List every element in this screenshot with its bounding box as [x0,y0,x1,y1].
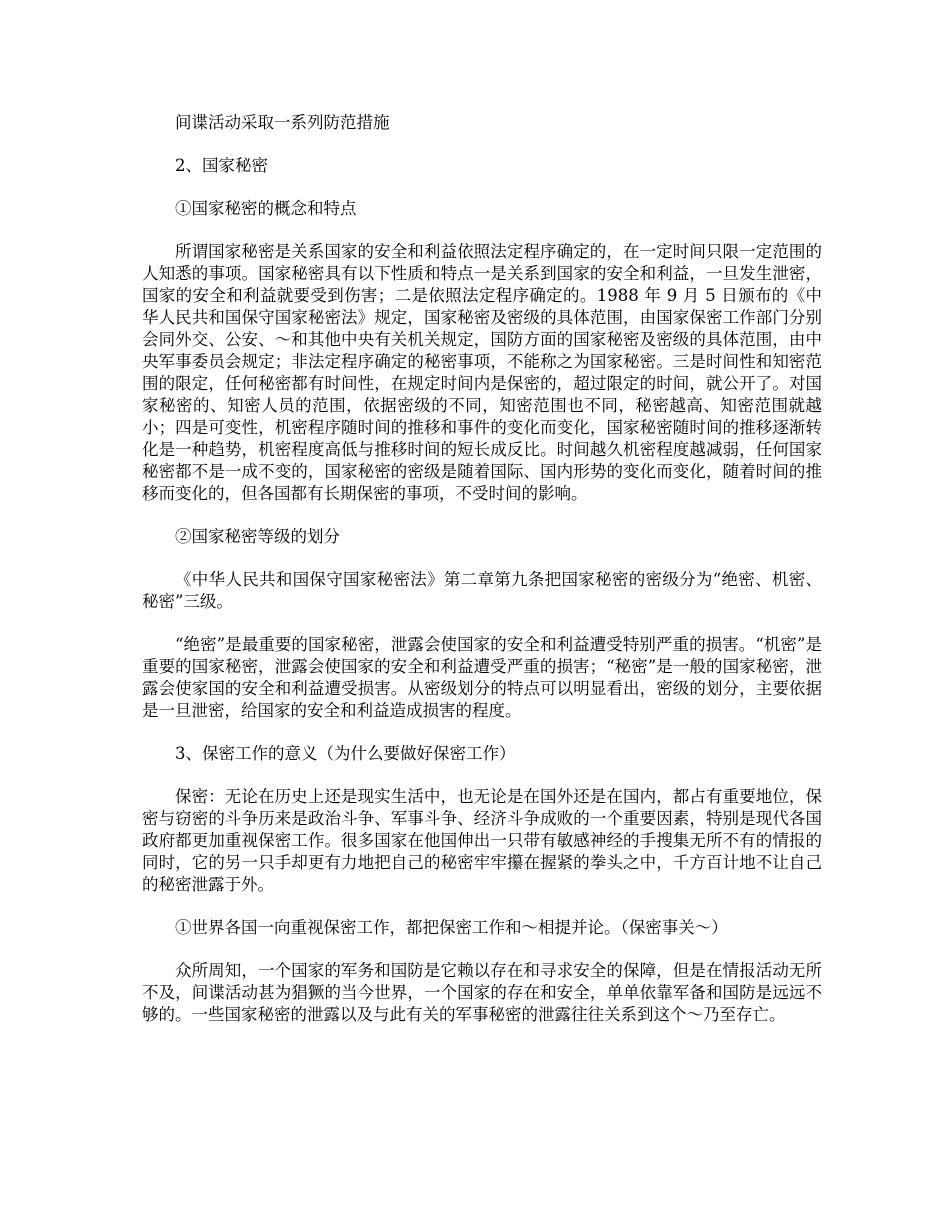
subheading-concept-and-features: ①国家秘密的概念和特点 [175,199,357,218]
subheading-world-countries: ①世界各国一向重视保密工作，都把保密工作和～相提并论。（保密事关～） [175,918,728,937]
document-page [142,112,822,1047]
paragraph-definition: 所谓国家秘密是关系国家的安全和利益依照法定程序确定的，在一定时间只限一定范围的人知悉的事项。国家秘密具有以下性质和特点一是关系到国家的安全和利益，一旦发生泄密，国家的安全和利益就要受到伤害；二是依照法定程序确定的。1988 年 9 月 5 日颁布的《中华人民共和国保守国家秘密法》规定，国家秘密及密级的具体范围，由国家保密工作部门分别会同外交、公安、～和其他中央有关机关规定，国防方面的国家秘密及密级的具体范围，由中央军事委员会规定；非法定程序确定的秘密事项，不能称之为国家秘密。三是时间性和知密范围的限定，任何秘密都有时间性，在规定时间内是保密的，超过限定的时间，就公开了。对国家秘密的、知密人员的范围，依据密级的不同，知密范围也不同，秘密越高、知密范围就越小；四是可变性，机密程序随时间的推移和事件的变化而变化，国家秘密随时间的推移逐渐转化是一种趋势，机密程度高低与推移时间的短长成反比。时间越久机密程度越减弱，任何国家秘密都不是一成不变的，国家秘密的密级是随着国际、国内形势的变化而变化，随着时间的推移而变化的，但各国都有长期保密的事项，不受时间的影响。 [142,242,822,503]
subheading-classification-levels: ②国家秘密等级的划分 [175,527,340,546]
section-heading-state-secrets: 2、国家秘密 [175,156,268,175]
section-heading-significance: 3、保密工作的意义（为什么要做好保密工作） [175,744,516,763]
paragraph-three-levels: 《中华人民共和国保守国家秘密法》第二章第九条把国家秘密的密级分为“绝密、机密、秘密”三级。 [142,570,822,611]
paragraph-continuation: 间谍活动采取一系列防范措施 [175,113,390,132]
paragraph-level-descriptions: “绝密”是最重要的国家秘密，泄露会使国家的安全和利益遭受特别严重的损害。“机密”是重要的国家秘密，泄露会使国家的安全和利益遭受严重的损害；“秘密”是一般的国家秘密，泄露会使家国的安全和利益遭受损害。从密级划分的特点可以明显看出，密级的划分，主要依据是一旦泄密，给国家的安全和利益造成损害的程度。 [142,635,822,720]
paragraph-importance: 保密：无论在历史上还是现实生活中，也无论是在国外还是在国内，都占有重要地位，保密与窃密的斗争历来是政治斗争、军事斗争、经济斗争成败的一个重要因素，特别是现代各国政府都更加重视保密工作。很多国家在他国伸出一只带有敏感神经的手搜集无所不有的情报的同时，它的另一只手却更有力地把自己的秘密牢牢攥在握紧的拳头之中，千方百计地不让自己的秘密泄露于外。 [142,787,822,894]
paragraph-national-security: 众所周知，一个国家的军务和国防是它赖以存在和寻求安全的保障，但是在情报活动无所不及，间谍活动甚为猖獗的当今世界，一个国家的存在和安全，单单依靠军备和国防是远远不够的。一些国家秘密的泄露以及与此有关的军事秘密的泄露往往关系到这个～乃至存亡。 [142,961,822,1024]
